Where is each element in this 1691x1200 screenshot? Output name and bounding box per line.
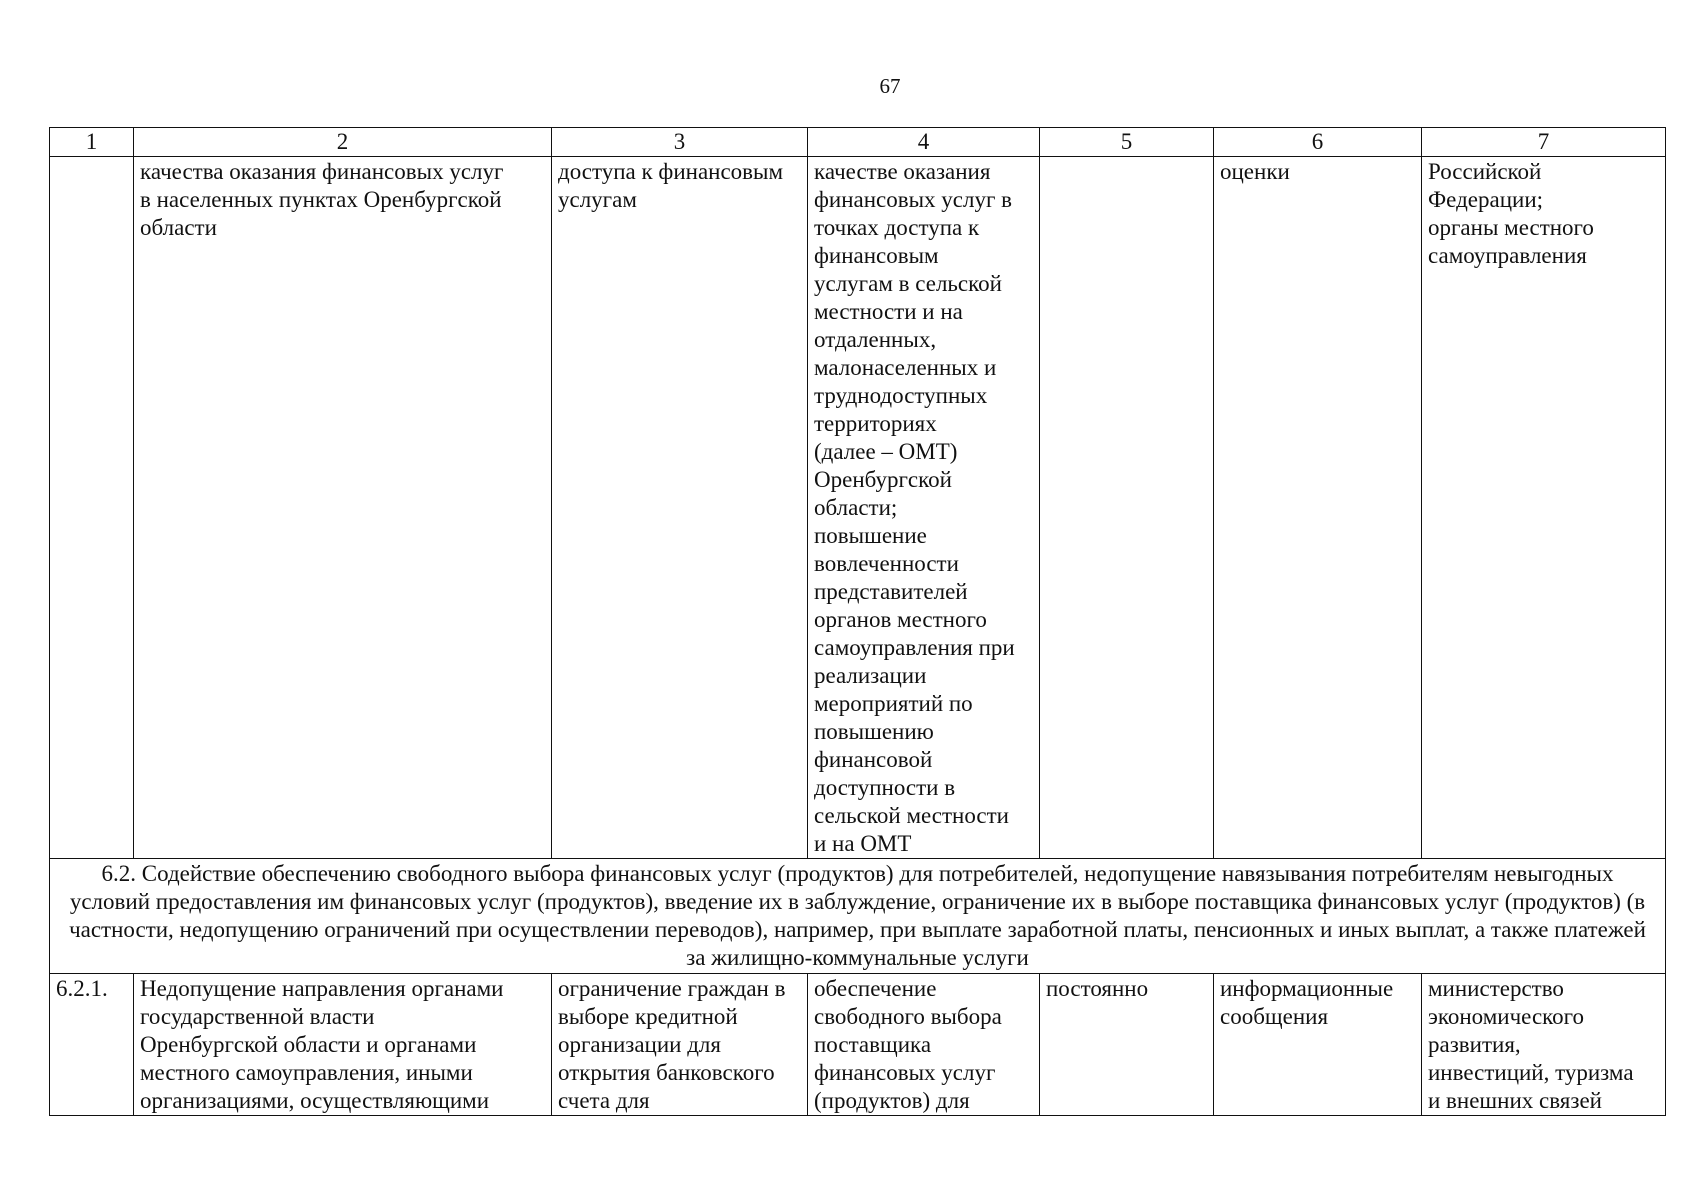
cell-document-type: оценки xyxy=(1214,157,1422,859)
column-number-1: 1 xyxy=(50,128,134,157)
table-row xyxy=(50,974,1666,1116)
cell-item-number: 6.2.1. xyxy=(50,974,134,1116)
section-heading-row xyxy=(50,859,1666,974)
cell-expected-result: качестве оказания финансовых услуг в точках доступа к финансовым услугам в сельской местности и на отдаленных, малонаселенных и труднодоступных территориях (далее – ОМТ) Оренбургской области; повышение вовлеченности представителей органов местного самоуправления при реализации мероприятий по повышению финансовой доступности в сельской местности и на ОМТ xyxy=(808,157,1040,859)
section-heading: 6.2. Содействие обеспечению свободного выбора финансовых услуг (продуктов) для потребителей, недопущение навязывания потребителям невыгодных условий предоставления им финансовых услуг (продуктов), введение их в заблуждение, ограничение их в выборе поставщика финансовых услуг (продуктов) (в частности, недопущению ограничений при осуществлении переводов), например, при выплате заработной платы, пенсионных и иных выплат, а также платежей за жилищно-коммунальные услуги xyxy=(50,859,1666,974)
column-number-3: 3 xyxy=(552,128,808,157)
cell-problem: ограничение граждан в выборе кредитной организации для открытия банковского счета для xyxy=(552,974,808,1116)
column-number-6: 6 xyxy=(1214,128,1422,157)
column-number-2: 2 xyxy=(134,128,552,157)
cell-document-type: информационные сообщения xyxy=(1214,974,1422,1116)
table-row xyxy=(50,157,1666,859)
column-number-4: 4 xyxy=(808,128,1040,157)
cell-problem: доступа к финансовым услугам xyxy=(552,157,808,859)
cell-responsible: министерство экономического развития, инвестиций, туризма и внешних связей xyxy=(1422,974,1666,1116)
cell-item-number xyxy=(50,157,134,859)
column-number-7: 7 xyxy=(1422,128,1666,157)
cell-deadline xyxy=(1040,157,1214,859)
column-number-5: 5 xyxy=(1040,128,1214,157)
cell-deadline: постоянно xyxy=(1040,974,1214,1116)
measures-table xyxy=(49,127,1666,1116)
cell-responsible: Российской Федерации; органы местного самоуправления xyxy=(1422,157,1666,859)
cell-expected-result: обеспечение свободного выбора поставщика финансовых услуг (продуктов) для xyxy=(808,974,1040,1116)
column-number-row xyxy=(50,128,1666,157)
page-number: 67 xyxy=(879,74,901,98)
cell-measure: качества оказания финансовых услуг в населенных пунктах Оренбургской области xyxy=(134,157,552,859)
cell-measure: Недопущение направления органами государственной власти Оренбургской области и органами местного самоуправления, иными организациями, осуществляющими xyxy=(134,974,552,1116)
